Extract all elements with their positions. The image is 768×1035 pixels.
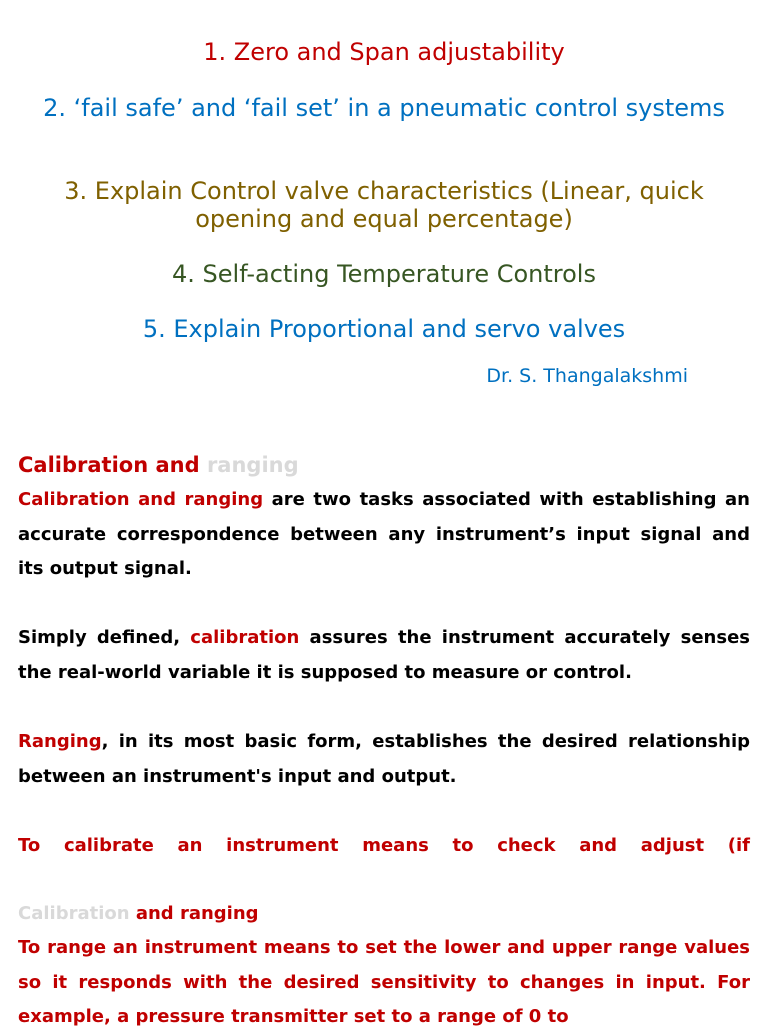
paragraph-range-instrument: To range an instrument means to set the lower and upper range values so it responds with the desired sensitivity to changes in input. For example, a pressure transmitter set to a range of 0 to bbox=[18, 937, 750, 1028]
heading2-part-and-ranging: and ranging bbox=[129, 903, 259, 924]
paragraph-calibration bbox=[18, 621, 750, 690]
paragraph-definition bbox=[18, 483, 750, 587]
term-calibration-and-ranging: Calibration and ranging bbox=[18, 489, 264, 510]
term-calibration: calibration bbox=[190, 627, 300, 648]
topic-1: 1. Zero and Span adjustability bbox=[203, 38, 565, 66]
heading-part-ranging: ranging bbox=[206, 453, 299, 477]
topic-2: 2. ‘fail safe’ and ‘fail set’ in a pneumatic control systems bbox=[43, 94, 725, 122]
section-heading-calibration-and-ranging bbox=[18, 452, 299, 478]
paragraph-calibrate-instrument: To calibrate an instrument means to check and adjust (if bbox=[18, 835, 750, 856]
heading2-part-calibration: Calibration bbox=[18, 903, 130, 924]
paragraph-definition-text: are two tasks associated with establishing an accurate correspondence between any instrument’s input signal and its output signal. bbox=[18, 489, 750, 580]
topic-3: 3. Explain Control valve characteristics (Linear, quick opening and equal percentage) bbox=[64, 177, 704, 233]
author-name: Dr. S. Thangalakshmi bbox=[486, 365, 688, 387]
term-ranging: Ranging bbox=[18, 731, 102, 752]
paragraph-calibration-intro: Simply defined, bbox=[18, 627, 191, 648]
heading-part-calibration-and: Calibration and bbox=[18, 453, 200, 477]
topic-4: 4. Self-acting Temperature Controls bbox=[172, 260, 596, 288]
paragraph-ranging bbox=[18, 725, 750, 794]
section-heading-ranging bbox=[18, 902, 259, 926]
topic-5: 5. Explain Proportional and servo valves bbox=[142, 315, 626, 343]
paragraph-calibration-text: assures the instrument accurately senses the real-world variable it is supposed to measure or control. bbox=[18, 627, 751, 683]
paragraph-ranging-text: , in its most basic form, establishes the desired relationship between an instrument's input and output. bbox=[18, 731, 750, 787]
